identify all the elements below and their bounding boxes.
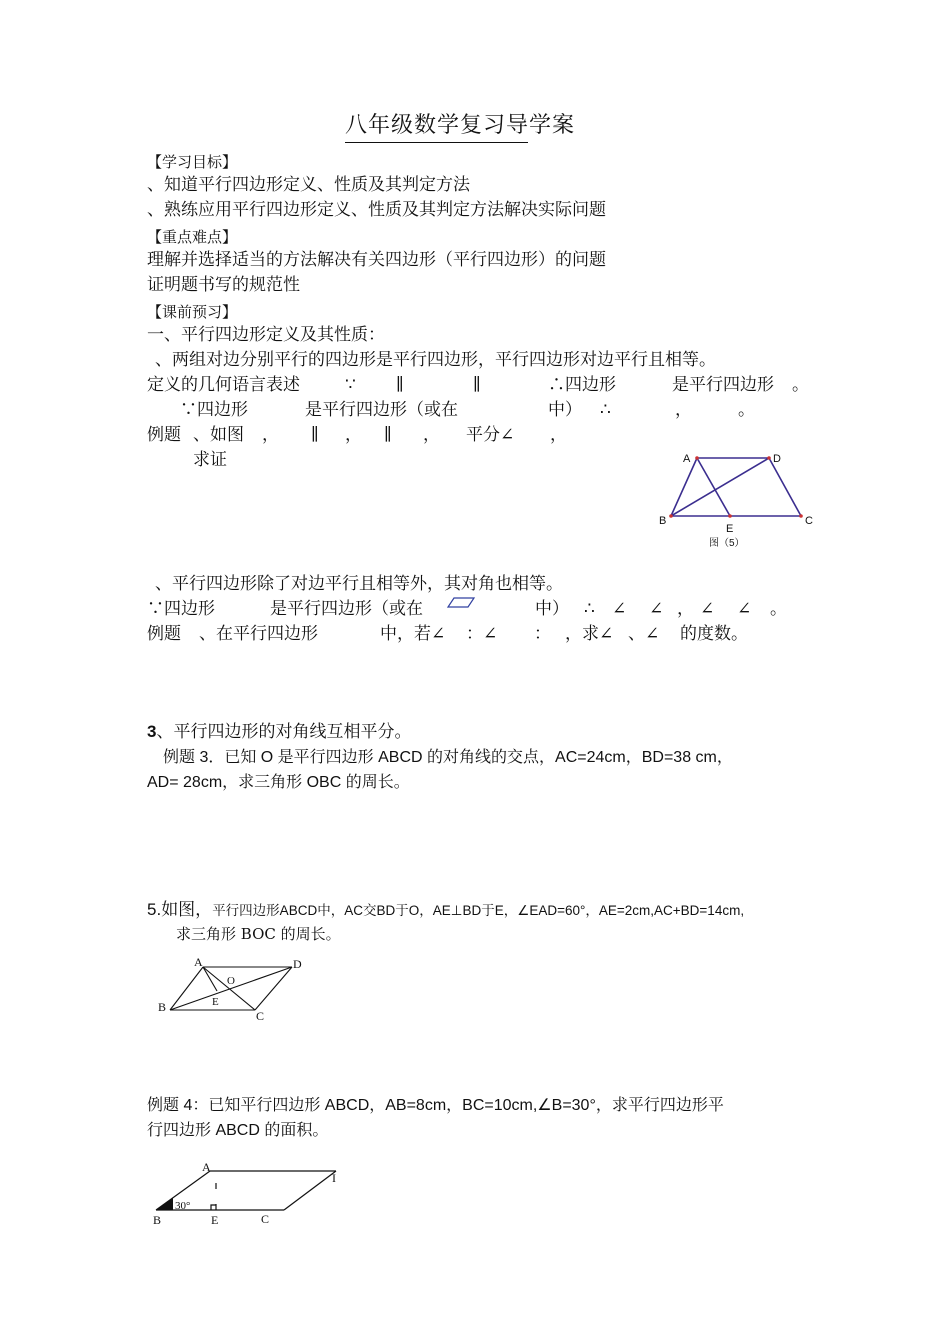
section-3-text: 、平行四边形的对角线互相平分。 [156,722,412,742]
section-1-line-1: 、两组对边分别平行的四边形是平行四边形，平行四边形对边平行且相等。 [155,350,716,370]
parallel-symbol: ∥ [396,375,404,395]
angle-label: 30° [175,1200,191,1212]
question-5-line-2: 求三角形 BOC 的周长。 [176,925,341,943]
question-5-line-1 [147,900,744,921]
comma: ， [262,425,279,445]
question-5-lead: 如图， [161,900,213,920]
section-1-title: 一、平行四边形定义及其性质： [147,325,385,345]
section-3-title [147,722,411,742]
bisect-text: 平分∠ [466,425,515,445]
angle-symbol: ∠ [649,599,664,619]
question-5-text: 平行四边形ABCD中，AC交BD于O，AE⊥BD于E，∠EAD=60°，AE=2cm,AC+BD=14cm, [212,903,745,918]
condition-text: 是平行四边形（或在 [270,599,423,619]
page-title: 八年级数学复习导学案 [345,113,576,138]
vertex-d-label: D [773,453,781,465]
vertex-d-label: D [293,957,302,971]
goal-1: 、知道平行四边形定义、性质及其判定方法 [147,175,470,195]
period: 。 [738,400,755,420]
comma: ， [677,599,694,619]
in-text: 中） [548,400,582,420]
therefore-symbol: ∴ [584,599,595,619]
therefore-symbol: ∴ [600,400,611,420]
vertex-b-label: B [659,515,667,527]
parallel-symbol: ∥ [384,425,392,445]
comma: ， [423,425,440,445]
example-4-line-1: 例题 4：已知平行四边形 ABCD，AB=8cm，BC=10cm,∠B=30°，求平行四边形平 [147,1097,724,1114]
example-3-line-2: AD= 28cm，求三角形 OBC 的周长。 [147,774,410,791]
angle-symbol: ∠ [612,599,627,619]
period: 。 [770,599,787,619]
vertex-a-label: A [194,955,203,969]
comma: ， [550,425,567,445]
example-4-line-2: 行四边形 ABCD 的面积。 [147,1122,329,1139]
vertex-e-label: E [726,523,734,535]
vertex-b-label: B [158,1000,167,1014]
preview-header: 【课前预习】 [147,303,238,321]
figure-caption: 图（5） [709,538,745,549]
angle-symbol: ∠ [700,599,715,619]
comma: ， [675,400,692,420]
prove-label: 求证 [193,450,227,470]
vertex-c-label: C [261,1212,270,1226]
if-angle: 中，若∠ [380,624,446,644]
example-3-line-1: 例题 3．已知 O 是平行四边形 ABCD 的对角线的交点，AC=24cm，BD=38 cm， [163,749,733,766]
example-label: 例题 [147,425,181,445]
point-e-label: E [212,996,219,1008]
find-angle: ，求∠ [565,624,614,644]
period: 。 [792,375,809,395]
vertex-c-label: C [805,515,813,527]
key-header: 【重点难点】 [147,228,238,246]
condition-text: 是平行四边形（或在 [305,400,458,420]
title-underline [345,142,528,143]
conclusion-text: 是平行四边形 [672,375,774,395]
point-o-label: O [227,975,235,987]
because-symbol: ∵ [345,375,356,395]
vertex-a-label: A [202,1160,211,1174]
point-e-label: E [211,1213,219,1227]
ratio: ： [534,624,551,644]
ratio-angle: ：∠ [466,624,498,644]
parallelogram-symbol-icon [446,596,476,610]
therefore-text: ∴四边形 [548,375,616,395]
goal-2: 、熟练应用平行四边形定义、性质及其判定方法解决实际问题 [147,200,606,220]
as-figure: 、如图 [193,425,244,445]
parallel-symbol: ∥ [311,425,319,445]
degrees-text: 的度数。 [680,624,748,644]
because-text: ∵四边形 [180,400,248,420]
question-number: 5. [147,900,162,919]
key-1: 理解并选择适当的方法解决有关四边形（平行四边形）的问题 [147,250,606,270]
figure-5 [655,450,825,552]
key-2: 证明题书写的规范性 [147,275,300,295]
in-text: 中） [535,599,569,619]
question-5-figure [150,950,310,1020]
vertex-a-label: A [683,453,691,465]
angle-symbol: ∠ [737,599,752,619]
vertex-b-label: B [153,1213,162,1227]
and-angle: 、∠ [628,624,660,644]
section-3-number: 3 [147,722,157,741]
because-text: ∵四边形 [147,599,215,619]
definition-label: 定义的几何语言表述 [147,375,300,395]
goals-header: 【学习目标】 [147,153,238,171]
vertex-d-label: I [332,1171,336,1185]
in-parallelogram: 、在平行四边形 [199,624,318,644]
example-label: 例题 [147,624,181,644]
parallel-symbol: ∥ [473,375,481,395]
example-4-figure [148,1158,348,1230]
comma: ， [345,425,362,445]
vertex-c-label: C [256,1009,265,1020]
section-2-line-1: 、平行四边形除了对边平行且相等外，其对角也相等。 [155,574,563,594]
